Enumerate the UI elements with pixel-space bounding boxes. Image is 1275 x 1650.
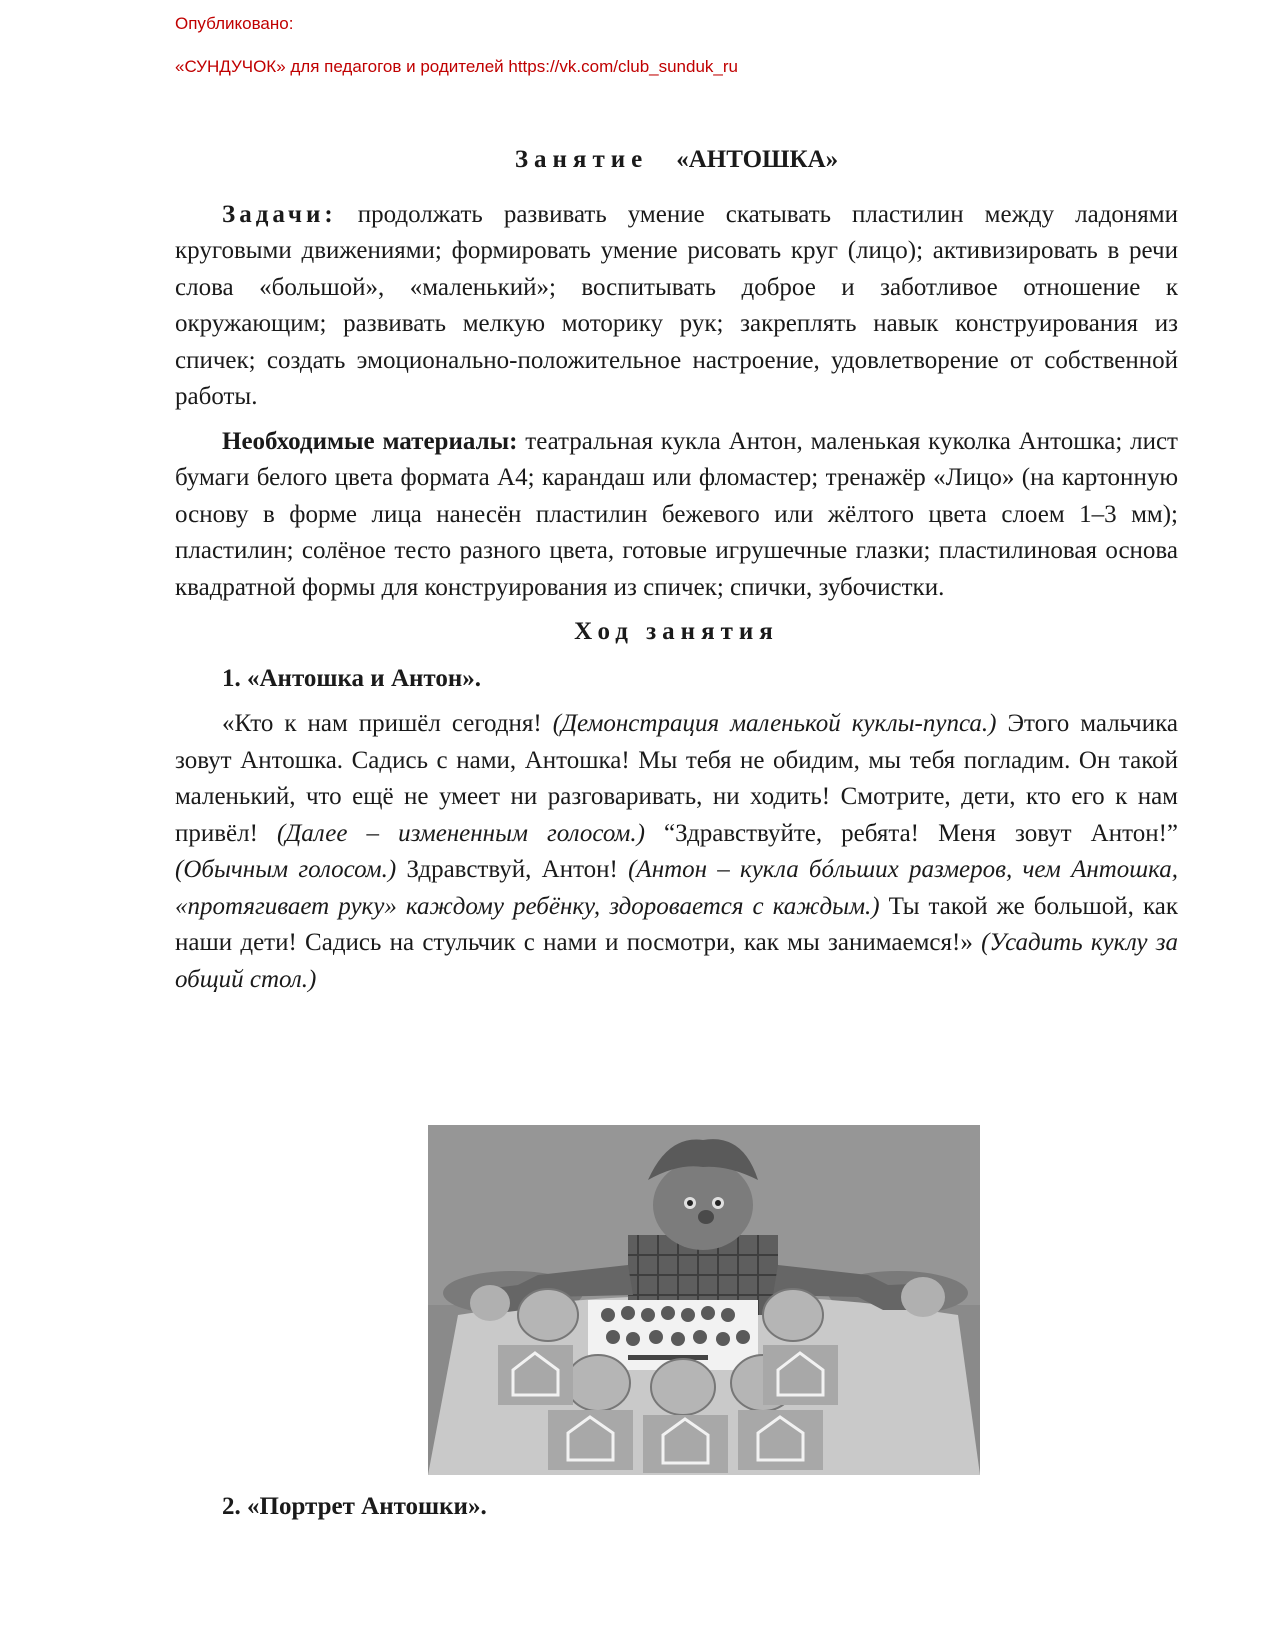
- s1-text-2: Этого мальчика зовут Антошка. Садись с нами, Антошка! Мы тебя не обидим, мы тебя погладим. Он такой маленький, что ещё не умеет ни разговаривать, ни ходить! Смотрите, дети, кто его к нам привёл!: [175, 710, 1178, 847]
- s1-italic-4: (Антон – кукла бóльших размеров, чем Антошка, «протягивает руку» каждому ребёнку, здоровается с каждым.): [175, 856, 1178, 920]
- materials-text: театральная кукла Антон, маленькая куколка Антошка; лист бумаги белого цвета формата А4; карандаш или фломастер; тренажёр «Лицо» (на картонную основу в форме лица нанесён пластилин бежевого или жёлтого цвета слоем 1–3 мм); пластилин; солёное тесто разного цвета, готовые игрушечные глазки; пластилиновая основа квадратной формы для конструирования из спичек; спички, зубочистки.: [175, 427, 1178, 601]
- page-title: [175, 142, 1178, 179]
- section1-paragraph: [175, 706, 1178, 998]
- tasks-paragraph: [175, 197, 1178, 416]
- publication-header: [175, 14, 738, 100]
- s1-italic-3: (Обычным голосом.): [175, 856, 397, 883]
- section2-heading: 2. «Портрет Антошки».: [222, 1493, 487, 1520]
- s1-italic-5: (Усадить куклу за общий стол.): [175, 929, 1178, 993]
- tasks-text: продолжать развивать умение скатывать пластилин между ладонями круговыми движениями; формировать умение рисовать круг (лицо); активизировать в речи слова «большой», «маленький»; воспитывать доброе и заботливое отношение к окружающим; развивать мелкую моторику рук; закреплять навык конструирования из спичек; создать эмоционально-положительное настроение, удовлетворение от собственной работы.: [175, 200, 1178, 410]
- s1-text-5: Ты такой же большой, как наши дети! Садись на стульчик с нами и посмотри, как мы занимаемся!»: [175, 892, 1178, 956]
- published-label: Опубликовано:: [175, 14, 294, 33]
- title-name: «АНТОШКА»: [676, 146, 839, 173]
- materials-label: Необходимые материалы:: [222, 427, 518, 455]
- s1-text-1: «Кто к нам пришёл сегодня!: [222, 710, 553, 737]
- course-heading: Ход занятия: [574, 618, 779, 645]
- s1-italic-2: (Далее – измененным голосом.): [277, 819, 645, 847]
- section1-heading: 1. «Антошка и Антон».: [222, 664, 482, 692]
- title-word: Занятие: [514, 146, 649, 173]
- s1-italic-1: (Демонстрация маленькой куклы-пупса.): [552, 710, 997, 737]
- document-body: [175, 142, 1178, 998]
- doll-photo: [428, 1125, 980, 1475]
- source-line: «СУНДУЧОК» для педагогов и родителей https://vk.com/club_sunduk_ru: [175, 57, 738, 76]
- s1-text-4: Здравствуй, Антон!: [396, 856, 629, 883]
- tasks-label: Задачи:: [222, 200, 337, 228]
- materials-paragraph: [175, 424, 1178, 607]
- s1-text-3: “Здравствуйте, ребята! Меня зовут Антон!”: [644, 819, 1178, 847]
